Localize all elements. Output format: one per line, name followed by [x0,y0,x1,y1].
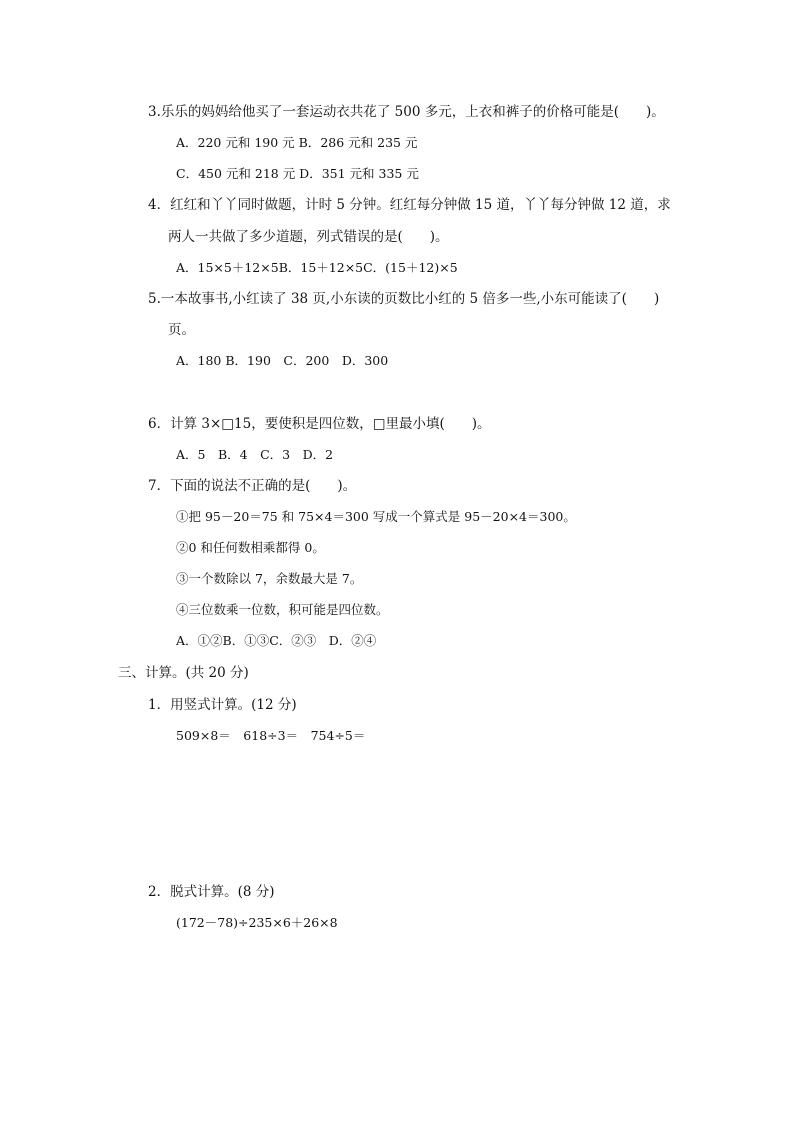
section-3-sub-1-title: 1．用竖式计算。(12 分) [148,697,297,713]
question-6-stem: 6．计算 3×□15，要使积是四位数，□里最小填( )。 [148,416,491,432]
question-7-stem: 7．下面的说法不正确的是( )。 [148,478,357,494]
question-5-stem-continued: 页。 [168,322,195,338]
question-3-options-row-2: C．450 元和 218 元 D．351 元和 335 元 [176,166,419,181]
question-7-statement-3: ③一个数除以 7，余数最大是 7。 [176,571,363,586]
question-4-stem-continued: 两人一共做了多少道题，列式错误的是( )。 [168,229,449,245]
section-3-sub-1-problems: 509×8＝ 618÷3＝ 754÷5＝ [176,728,366,743]
question-5-options: A．180 B．190 C．200 D．300 [176,353,389,368]
question-7-statement-4: ④三位数乘一位数，积可能是四位数。 [176,602,389,617]
question-3-stem: 3.乐乐的妈妈给他买了一套运动衣共花了 500 多元，上衣和裤子的价格可能是( )。 [148,104,665,120]
question-7-options: A．①②B．①③C．②③ D．②④ [176,633,377,648]
section-3-sub-2-problems: (172－78)÷235×6＋26×8 [176,915,338,930]
question-7-statement-2: ②0 和任何数相乘都得 0。 [176,540,325,555]
section-3-sub-2-title: 2．脱式计算。(8 分) [148,884,275,900]
question-4-options: A．15×5＋12×5B．15＋12×5C．(15＋12)×5 [176,260,458,275]
question-4-stem: 4．红红和丫丫同时做题，计时 5 分钟。红红每分钟做 15 道，丫丫每分钟做 12 道，求 [148,197,671,213]
question-3-options-row-1: A．220 元和 190 元 B．286 元和 235 元 [176,135,418,150]
question-7-statement-1: ①把 95－20＝75 和 75×4＝300 写成一个算式是 95－20×4＝300。 [176,509,576,524]
question-6-options: A．5 B．4 C．3 D．2 [176,447,334,462]
section-3-heading: 三、计算。(共 20 分) [118,665,249,681]
question-5-stem: 5.一本故事书,小红读了 38 页,小东读的页数比小红的 5 倍多一些,小东可能读了( ) [148,291,660,307]
